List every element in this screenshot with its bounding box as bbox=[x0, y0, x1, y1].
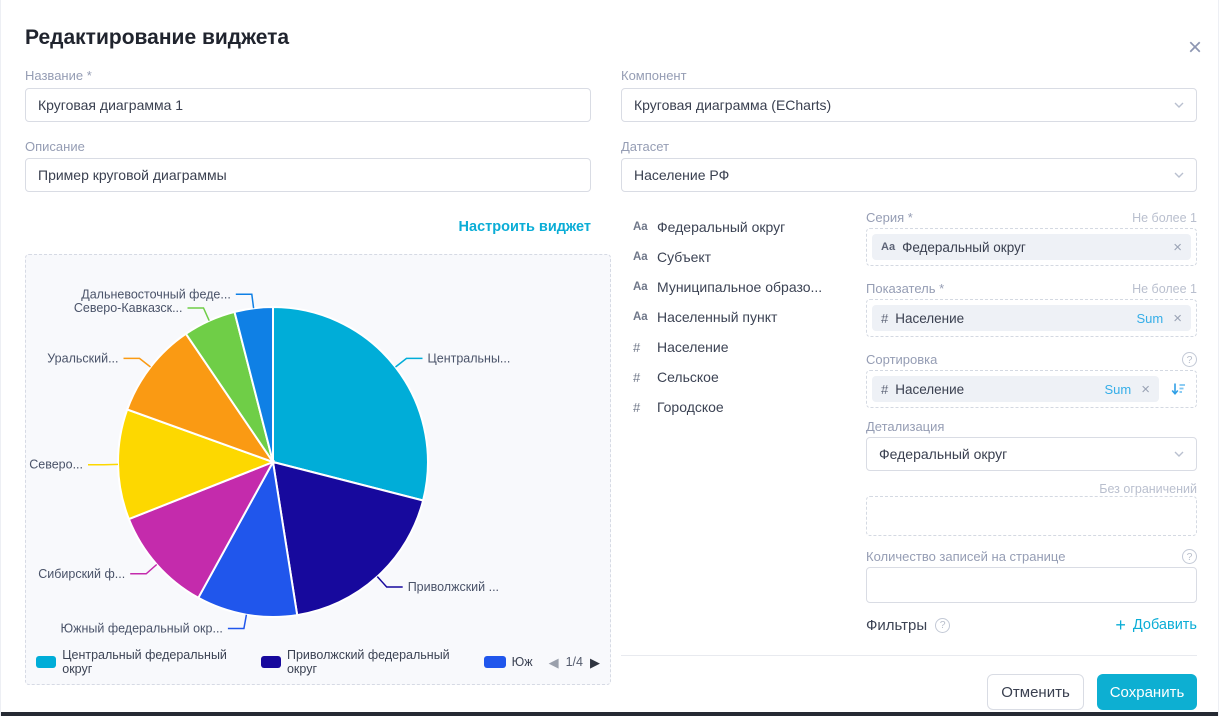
text-field-icon: Aa bbox=[633, 221, 648, 233]
chart-legend bbox=[36, 648, 600, 676]
legend-swatch bbox=[261, 656, 281, 668]
sort-descending-icon[interactable] bbox=[1165, 376, 1191, 402]
pie-slice-label: Южный федеральный окр... bbox=[60, 621, 223, 636]
dataset-value: Население РФ bbox=[634, 167, 730, 183]
limit-hint: Без ограничений bbox=[1099, 482, 1197, 496]
legend-page-number: 1/4 bbox=[565, 655, 583, 669]
description-input[interactable] bbox=[25, 158, 591, 192]
pie-slice-label: Центральны... bbox=[427, 351, 511, 366]
legend-label: Центральный федеральный округ bbox=[62, 648, 227, 676]
dataset-fields-list bbox=[633, 212, 858, 422]
detail-select[interactable] bbox=[866, 437, 1197, 471]
add-filter-label: Добавить bbox=[1132, 617, 1197, 633]
field-label: Муниципальное образо... bbox=[657, 279, 823, 295]
pie-slice-label: Уральский... bbox=[47, 351, 119, 366]
help-icon[interactable]: ? bbox=[1182, 352, 1197, 367]
field-label: Население bbox=[657, 339, 729, 355]
field-label: Субъект bbox=[657, 249, 712, 265]
pie-slice-label: Дальневосточный феде... bbox=[81, 287, 231, 302]
pie-label-line bbox=[377, 577, 402, 587]
remove-icon[interactable]: × bbox=[1173, 238, 1182, 256]
chart-preview-panel bbox=[25, 254, 611, 685]
sorting-dropzone[interactable] bbox=[866, 370, 1197, 408]
measure-dropzone[interactable] bbox=[866, 299, 1197, 337]
number-field-icon: # bbox=[881, 310, 889, 326]
limit-dropzone[interactable] bbox=[866, 496, 1197, 536]
dataset-label: Датасет bbox=[621, 139, 670, 154]
pie-label-line bbox=[124, 358, 151, 367]
field-item[interactable] bbox=[633, 302, 858, 332]
series-label: Серия * bbox=[866, 210, 913, 225]
detail-label: Детализация bbox=[866, 419, 945, 434]
legend-label: Приволжский федеральный округ bbox=[286, 648, 450, 676]
chevron-down-icon bbox=[1174, 451, 1184, 457]
add-filter-button[interactable] bbox=[1115, 616, 1197, 634]
filters-label: Фильтры bbox=[866, 616, 928, 634]
field-item[interactable] bbox=[633, 392, 858, 422]
measure-label-row bbox=[866, 281, 1197, 296]
save-button[interactable]: Сохранить bbox=[1097, 674, 1197, 710]
name-label: Название * bbox=[25, 68, 92, 83]
pie-slice-label: Сибирский ф... bbox=[38, 566, 126, 581]
footer-divider bbox=[621, 655, 1197, 656]
series-label-row bbox=[866, 210, 1197, 225]
text-field-icon: Aa bbox=[881, 241, 896, 253]
field-item[interactable] bbox=[633, 242, 858, 272]
detail-value: Федеральный округ bbox=[879, 446, 1008, 462]
field-label: Федеральный округ bbox=[657, 219, 786, 235]
field-label: Сельское bbox=[657, 369, 719, 385]
measure-limit-hint: Не более 1 bbox=[1132, 281, 1197, 296]
number-field-icon: # bbox=[633, 339, 641, 355]
name-input[interactable] bbox=[25, 88, 591, 122]
page-background-edge bbox=[1, 712, 1218, 716]
pie-chart bbox=[26, 255, 610, 651]
field-label: Населенный пункт bbox=[657, 309, 778, 325]
legend-item[interactable] bbox=[36, 648, 245, 676]
legend-item[interactable] bbox=[484, 655, 533, 669]
plus-icon: + bbox=[1115, 615, 1126, 635]
pie-slice-label: Северо-Кавказск... bbox=[73, 301, 183, 315]
pie-label-line bbox=[130, 565, 157, 574]
component-value: Круговая диаграмма (ECharts) bbox=[634, 97, 832, 113]
pie-label-line bbox=[396, 358, 423, 367]
description-label: Описание bbox=[25, 139, 85, 154]
sorting-label: Сортировка bbox=[866, 352, 938, 367]
chevron-down-icon bbox=[1174, 172, 1184, 178]
legend-label: Юж bbox=[511, 655, 533, 669]
remove-icon[interactable]: × bbox=[1141, 380, 1150, 398]
text-field-icon: Aa bbox=[633, 251, 648, 263]
pie-label-line bbox=[188, 308, 210, 321]
cancel-button[interactable]: Отменить bbox=[987, 674, 1084, 710]
legend-next-icon[interactable]: ▶ bbox=[590, 654, 600, 670]
legend-swatch bbox=[36, 656, 56, 668]
measure-label: Показатель * bbox=[866, 281, 945, 296]
chevron-down-icon bbox=[1174, 102, 1184, 108]
close-icon[interactable]: × bbox=[1187, 34, 1202, 61]
pie-label-line bbox=[228, 615, 247, 629]
series-limit-hint: Не более 1 bbox=[1132, 210, 1197, 225]
component-select[interactable] bbox=[621, 88, 1197, 122]
page-size-input[interactable] bbox=[866, 567, 1197, 603]
number-field-icon: # bbox=[881, 381, 889, 397]
field-label: Городское bbox=[657, 399, 724, 415]
field-item[interactable] bbox=[633, 362, 858, 392]
pie-slice-label: Северо... bbox=[29, 457, 83, 472]
number-field-icon: # bbox=[633, 399, 641, 415]
field-item[interactable] bbox=[633, 272, 858, 302]
remove-icon[interactable]: × bbox=[1173, 309, 1182, 327]
legend-item[interactable] bbox=[261, 648, 468, 676]
series-dropzone[interactable] bbox=[866, 228, 1197, 266]
series-chip[interactable] bbox=[872, 234, 1191, 260]
measure-chip[interactable] bbox=[872, 305, 1191, 331]
page-size-label-row bbox=[866, 549, 1197, 564]
field-item[interactable] bbox=[633, 332, 858, 362]
modal-title: Редактирование виджета bbox=[25, 26, 290, 49]
pie-label-line bbox=[236, 294, 254, 308]
filters-row bbox=[866, 616, 1197, 634]
aggregation-selector[interactable]: Sum bbox=[1104, 381, 1132, 397]
legend-prev-icon[interactable]: ◀ bbox=[548, 654, 559, 670]
sorting-label-row bbox=[866, 352, 1197, 367]
measure-chip-label: Население bbox=[895, 310, 965, 326]
configure-widget-link[interactable]: Настроить виджет bbox=[458, 219, 591, 235]
aggregation-selector[interactable]: Sum bbox=[1136, 310, 1164, 326]
number-field-icon: # bbox=[633, 369, 641, 385]
page-size-label: Количество записей на странице bbox=[866, 549, 1066, 564]
series-chip-label: Федеральный округ bbox=[902, 239, 1026, 255]
field-item[interactable] bbox=[633, 212, 858, 242]
legend-swatch bbox=[484, 656, 506, 668]
sorting-chip[interactable] bbox=[872, 376, 1159, 402]
sorting-chip-label: Население bbox=[895, 381, 965, 397]
text-field-icon: Aa bbox=[633, 281, 648, 293]
pie-slice-label: Приволжский ... bbox=[407, 580, 500, 594]
component-label: Компонент bbox=[621, 68, 687, 83]
text-field-icon: Aa bbox=[633, 311, 648, 323]
legend-pager bbox=[549, 655, 600, 669]
help-icon[interactable]: ? bbox=[1182, 549, 1197, 564]
help-icon[interactable]: ? bbox=[935, 618, 950, 633]
dataset-select[interactable] bbox=[621, 158, 1197, 192]
